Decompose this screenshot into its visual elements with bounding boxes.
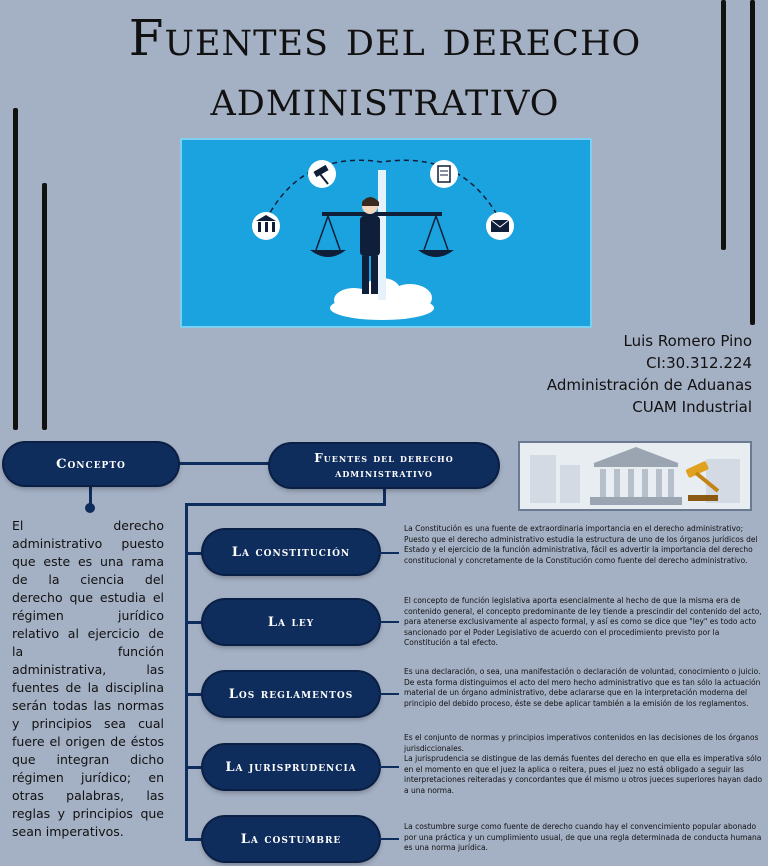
description-text: La Constitución es una fuente de extraordinaria importancia en el derecho administrativo; Puesto que el derecho administrativo estudia la estructura de uno de los órganos jurídicos del Estado y el ejercicio de la función administrativa, fácil es advertir la importancia del derecho constitucional y concretamente de la Constitución como fuente del derecho administrativo. [404,524,758,565]
courthouse-gavel-illustration [520,443,750,509]
pointer-1 [379,552,399,554]
pointer-4 [379,766,399,768]
pointer-2 [379,621,399,623]
decor-bar-left-2 [42,183,47,430]
description-jurisprudencia [404,733,766,796]
description-ley [404,596,766,649]
gavel-icon [308,160,336,188]
description-constitucion [404,524,766,566]
connector-dot [85,503,95,513]
author-name: Luis Romero Pino [623,332,752,350]
author-institution: CUAM Industrial [632,398,752,416]
source-node-costumbre: La costumbre [203,817,379,861]
description-costumbre [404,822,766,854]
document-icon [430,160,458,188]
courthouse-icon [252,212,280,240]
link-horizontal [185,503,386,506]
pointer-5 [379,838,399,840]
link-branch-1 [185,552,205,555]
hero-illustration [180,138,592,328]
courthouse-image [518,441,752,511]
description-reglamentos [404,667,766,709]
description-text: La costumbre surge como fuente de derecho cuando hay el convencimiento popular abonado por una práctica y un cumplimiento usual, de que una regla determinada de conducta humana es una norma jurídica. [404,822,762,852]
description-text: Es el conjunto de normas y principios imperativos contenidos en las decisiones de los órganos jurisdiccionales. [404,733,759,753]
link-branch-4 [185,766,205,769]
link-center-down [383,487,386,504]
author-id: CI:30.312.224 [646,354,752,372]
concept-definition: El derecho administrativo puesto que este es una rama de la ciencia del derecho que estudia el régimen jurídico relativo al ejercicio de la función administrativa, las fuentes de la disciplina serán todas las normas y principios sea cual fuere el origen de éstos que integran dicho régimen jurídico; en otras palabras, las reglas y principios que sean imperativos. [12,518,164,839]
source-node-jurisprudencia: La jurisprudencia [203,745,379,789]
decor-bar-right-2 [750,0,755,325]
link-concepto-center [178,462,272,465]
description-text: El concepto de función legislativa aporta esencialmente al hecho de que la misma era de contenido general, el concepto predominante de ley tiende a prescindir del contenido del acto, para atenerse exclusivamente al aspecto formal, y así es como se dice que "ley" es todo acto sancionado por el Poder Legislativo de acuerdo con el procedimiento previsto por la Constitución a tal efecto. [404,596,762,647]
envelope-icon [486,212,514,240]
link-branch-2 [185,621,205,624]
decor-bar-left-1 [13,108,18,430]
page-title [40,8,730,128]
description-text-2: La jurisprudencia se distingue de las demás fuentes del derecho en que ella es imperativa sólo en el momento en que el juez la aplica o reitera, pues el juez no está obligado a seguir las interpretaciones reiteradas y concordantes que él mismo u otros jueces superiores hayan dado a una norma. [404,754,763,795]
pointer-3 [379,693,399,695]
source-node-reglamentos: Los reglamentos [203,672,379,716]
justice-scale-illustration [182,140,590,326]
title-line-2: administrativo [210,69,560,127]
central-topic-node: Fuentes del derecho administrativo [270,444,498,487]
concepto-node: Concepto [4,443,178,485]
link-branch-5 [185,838,205,841]
source-node-constitucion: La constitución [203,530,379,574]
author-info [547,330,752,418]
title-line-1: Fuentes del derecho [128,9,642,67]
author-career: Administración de Aduanas [546,376,752,394]
description-text: Es una declaración, o sea, una manifestación o declaración de voluntad, conocimiento o juicio. De esta forma distinguimos el acto del mero hecho administrativo que es tan sólo la actuación material de un órgano administrativo, debe aclararse que en la interpretación moderna del principio del debido proceso, éste se debe aplicar también a la emisión de los reglamentos. [404,667,761,708]
link-branch-3 [185,693,205,696]
source-node-ley: La ley [203,600,379,644]
